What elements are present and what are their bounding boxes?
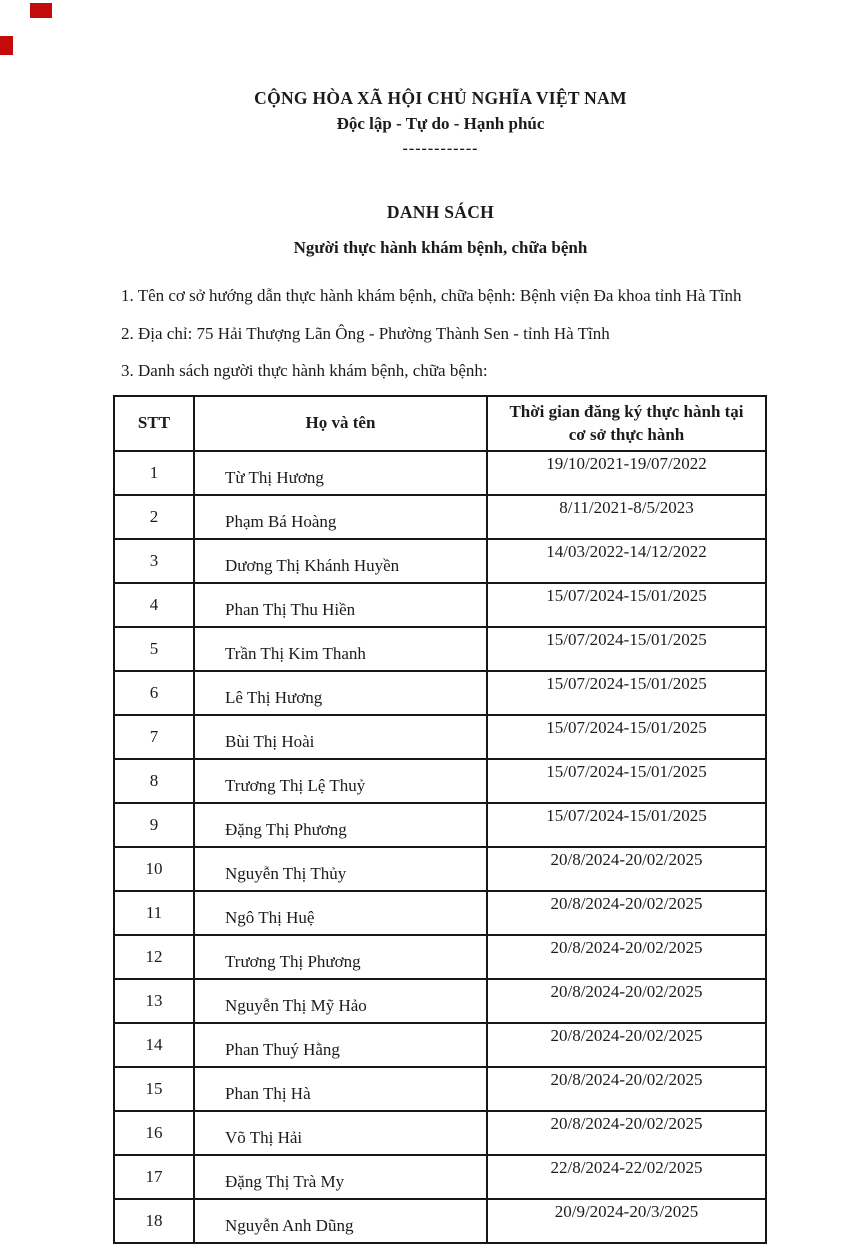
row-name-cell: Từ Thị Hương: [194, 451, 487, 495]
row-name-cell: Đặng Thị Phương: [194, 803, 487, 847]
table-row: [114, 451, 766, 495]
row-name-cell: Trương Thị Phương: [194, 935, 487, 979]
row-name-cell: Phan Thị Hà: [194, 1067, 487, 1111]
row-number-cell: 7: [114, 715, 194, 759]
table-row: [114, 1067, 766, 1111]
practitioner-table: [113, 395, 767, 1244]
row-name-cell: Trần Thị Kim Thanh: [194, 627, 487, 671]
row-number-cell: 17: [114, 1155, 194, 1199]
row-period-cell: 15/07/2024-15/01/2025: [487, 715, 766, 759]
table-row: [114, 979, 766, 1023]
document-subtitle: Người thực hành khám bệnh, chữa bệnh: [293, 238, 588, 257]
red-scan-artifact: [30, 3, 52, 18]
intro-paragraphs: [113, 282, 768, 385]
header-separator-dashes: ------------: [402, 140, 479, 157]
table-row: [114, 715, 766, 759]
table-row: [114, 583, 766, 627]
row-name-cell: Đặng Thị Trà My: [194, 1155, 487, 1199]
row-name-cell: Phan Thuý Hằng: [194, 1023, 487, 1067]
national-header: [113, 0, 768, 158]
row-number-cell: 1: [114, 451, 194, 495]
table-row: [114, 891, 766, 935]
row-name-cell: Ngô Thị Huệ: [194, 891, 487, 935]
row-number-cell: 10: [114, 847, 194, 891]
row-period-cell: 19/10/2021-19/07/2022: [487, 451, 766, 495]
row-number-cell: 3: [114, 539, 194, 583]
row-name-cell: Phan Thị Thu Hiền: [194, 583, 487, 627]
row-period-cell: 20/8/2024-20/02/2025: [487, 979, 766, 1023]
row-number-cell: 18: [114, 1199, 194, 1243]
table-row: [114, 847, 766, 891]
row-period-cell: 15/07/2024-15/01/2025: [487, 671, 766, 715]
row-period-cell: 20/8/2024-20/02/2025: [487, 1067, 766, 1111]
row-number-cell: 6: [114, 671, 194, 715]
row-name-cell: Phạm Bá Hoàng: [194, 495, 487, 539]
table-row: [114, 671, 766, 715]
row-number-cell: 13: [114, 979, 194, 1023]
national-motto-line2: Độc lập - Tự do - Hạnh phúc: [336, 114, 545, 133]
table-row: [114, 803, 766, 847]
row-name-cell: Lê Thị Hương: [194, 671, 487, 715]
row-period-cell: 20/8/2024-20/02/2025: [487, 935, 766, 979]
row-number-cell: 15: [114, 1067, 194, 1111]
row-period-cell: 20/8/2024-20/02/2025: [487, 1023, 766, 1067]
row-number-cell: 16: [114, 1111, 194, 1155]
row-period-cell: 15/07/2024-15/01/2025: [487, 583, 766, 627]
row-number-cell: 4: [114, 583, 194, 627]
row-number-cell: 8: [114, 759, 194, 803]
paragraph-list-intro: 3. Danh sách người thực hành khám bệnh, chữa bệnh:: [121, 361, 488, 381]
table-row: [114, 1111, 766, 1155]
red-scan-artifact: [0, 36, 13, 55]
row-name-cell: Trương Thị Lệ Thuỷ: [194, 759, 487, 803]
row-name-cell: Võ Thị Hải: [194, 1111, 487, 1155]
row-number-cell: 2: [114, 495, 194, 539]
row-period-cell: 20/9/2024-20/3/2025: [487, 1199, 766, 1243]
row-period-cell: 20/8/2024-20/02/2025: [487, 891, 766, 935]
row-name-cell: Bùi Thị Hoài: [194, 715, 487, 759]
table-row: [114, 935, 766, 979]
row-period-cell: 14/03/2022-14/12/2022: [487, 539, 766, 583]
row-name-cell: Nguyễn Thị Mỹ Hảo: [194, 979, 487, 1023]
table-row: [114, 539, 766, 583]
row-period-cell: 15/07/2024-15/01/2025: [487, 759, 766, 803]
paragraph-facility: 1. Tên cơ sở hướng dẫn thực hành khám bệnh, chữa bệnh: Bệnh viện Đa khoa tỉnh Hà Tĩnh: [121, 286, 742, 305]
practitioner-table-body: [114, 451, 766, 1243]
column-header-period: Thời gian đăng ký thực hành tại cơ sở thực hành: [487, 396, 766, 452]
row-number-cell: 11: [114, 891, 194, 935]
row-period-cell: 15/07/2024-15/01/2025: [487, 627, 766, 671]
table-row: [114, 759, 766, 803]
column-header-name: Họ và tên: [194, 396, 487, 452]
table-row: [114, 1155, 766, 1199]
row-period-cell: 20/8/2024-20/02/2025: [487, 1111, 766, 1155]
row-period-cell: 15/07/2024-15/01/2025: [487, 803, 766, 847]
document-title: DANH SÁCH: [386, 202, 495, 222]
row-name-cell: Dương Thị Khánh Huyền: [194, 539, 487, 583]
row-period-cell: 22/8/2024-22/02/2025: [487, 1155, 766, 1199]
table-row: [114, 495, 766, 539]
table-row: [114, 1199, 766, 1243]
row-name-cell: Nguyễn Anh Dũng: [194, 1199, 487, 1243]
row-period-cell: 8/11/2021-8/5/2023: [487, 495, 766, 539]
paragraph-address: 2. Địa chỉ: 75 Hải Thượng Lãn Ông - Phường Thành Sen - tỉnh Hà Tĩnh: [121, 323, 610, 343]
row-number-cell: 14: [114, 1023, 194, 1067]
row-number-cell: 9: [114, 803, 194, 847]
row-period-cell: 20/8/2024-20/02/2025: [487, 847, 766, 891]
table-header-row: [114, 396, 766, 452]
national-motto-line1: CỘNG HÒA XÃ HỘI CHỦ NGHĨA VIỆT NAM: [254, 88, 627, 108]
document-content: [113, 0, 768, 1244]
table-row: [114, 627, 766, 671]
row-name-cell: Nguyễn Thị Thủy: [194, 847, 487, 891]
column-header-stt: STT: [114, 396, 194, 452]
table-row: [114, 1023, 766, 1067]
practitioner-table-head: [114, 396, 766, 452]
row-number-cell: 5: [114, 627, 194, 671]
row-number-cell: 12: [114, 935, 194, 979]
